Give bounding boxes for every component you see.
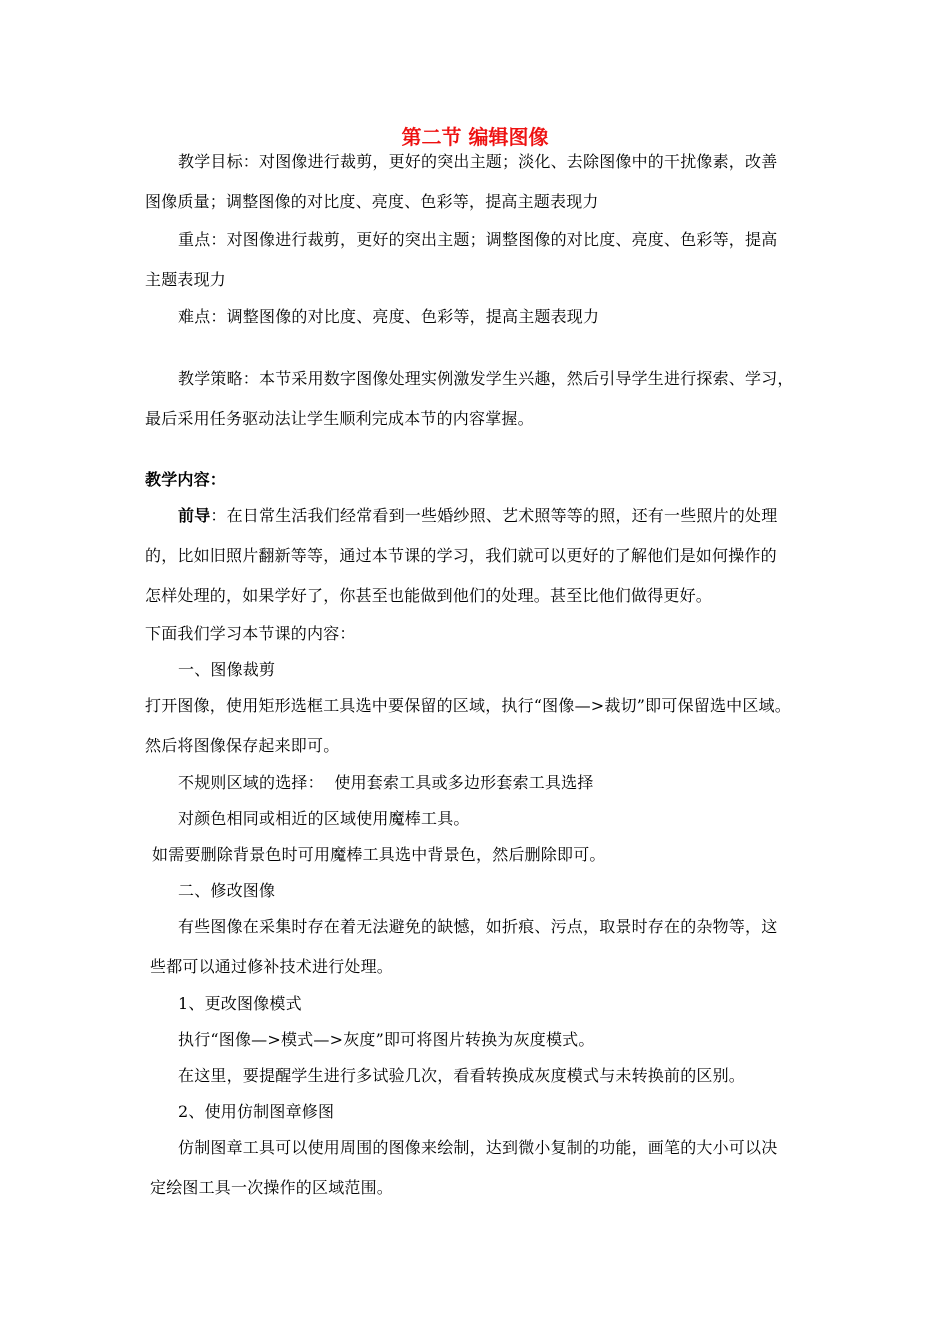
- section2-sub1-heading: 1、更改图像模式: [178, 994, 302, 1013]
- section2-sub2-heading: 2、使用仿制图章修图: [178, 1102, 335, 1121]
- section1-p1-line-1: 打开图像，使用矩形选框工具选中要保留的区域，执行“图像—>裁切”即可保留选中区域。: [145, 696, 791, 715]
- section2-sub2-p1-line-1: 仿制图章工具可以使用周围的图像来绘制，达到微小复制的功能，画笔的大小可以决: [178, 1138, 778, 1157]
- section1-irregular-line: 不规则区域的选择： 使用套索工具或多边形套索工具选择: [178, 773, 594, 792]
- difficulty-line: 难点：调整图像的对比度、亮度、色彩等，提高主题表现力: [178, 307, 600, 326]
- lead-in-line: 下面我们学习本节课的内容：: [145, 624, 356, 643]
- section1-p1-line-2: 然后将图像保存起来即可。: [145, 736, 340, 755]
- strategy-line-1: 教学策略：本节采用数字图像处理实例激发学生兴趣，然后引导学生进行探索、学习，: [178, 369, 794, 388]
- section1-heading: 一、图像裁剪: [178, 660, 276, 679]
- intro-line-2: 的，比如旧照片翻新等等，通过本节课的学习，我们就可以更好的了解他们是如何操作的: [145, 546, 777, 565]
- objectives-line-1: 教学目标：对图像进行裁剪，更好的突出主题；淡化、去除图像中的干扰像素，改善: [178, 152, 778, 171]
- section2-heading: 二、修改图像: [178, 881, 276, 900]
- content-heading: 教学内容：: [145, 470, 227, 489]
- section2-sub2-p1-line-2: 定绘图工具一次操作的区域范围。: [150, 1178, 394, 1197]
- section2-p1-line-1: 有些图像在采集时存在着无法避免的缺憾，如折痕、污点，取景时存在的杂物等，这: [178, 917, 778, 936]
- section1-delete-bg-line: 如需要删除背景色时可用魔棒工具选中背景色，然后删除即可。: [152, 845, 606, 864]
- section2-sub1-p2: 在这里，要提醒学生进行多试验几次，看看转换成灰度模式与未转换前的区别。: [178, 1066, 746, 1085]
- intro-line-3: 怎样处理的，如果学好了，你甚至也能做到他们的处理。甚至比他们做得更好。: [145, 586, 713, 605]
- key-points-line-1: 重点：对图像进行裁剪，更好的突出主题；调整图像的对比度、亮度、色彩等，提高: [178, 230, 778, 249]
- key-points-line-2: 主题表现力: [145, 270, 227, 289]
- strategy-line-2: 最后采用任务驱动法让学生顺利完成本节的内容掌握。: [145, 409, 534, 428]
- section1-magic-wand-line: 对颜色相同或相近的区域使用魔棒工具。: [178, 809, 470, 828]
- section2-sub1-p1: 执行“图像—>模式—>灰度”即可将图片转换为灰度模式。: [178, 1030, 595, 1049]
- section2-p1-line-2: 些都可以通过修补技术进行处理。: [150, 957, 394, 976]
- page-title: 第二节 编辑图像: [401, 125, 549, 149]
- intro-line-1-text: ：在日常生活我们经常看到一些婚纱照、艺术照等等的照，还有一些照片的处理: [210, 506, 778, 525]
- intro-line-1: [178, 506, 777, 526]
- objectives-line-2: 图像质量；调整图像的对比度、亮度、色彩等，提高主题表现力: [145, 192, 599, 211]
- intro-label: 前导: [178, 506, 211, 525]
